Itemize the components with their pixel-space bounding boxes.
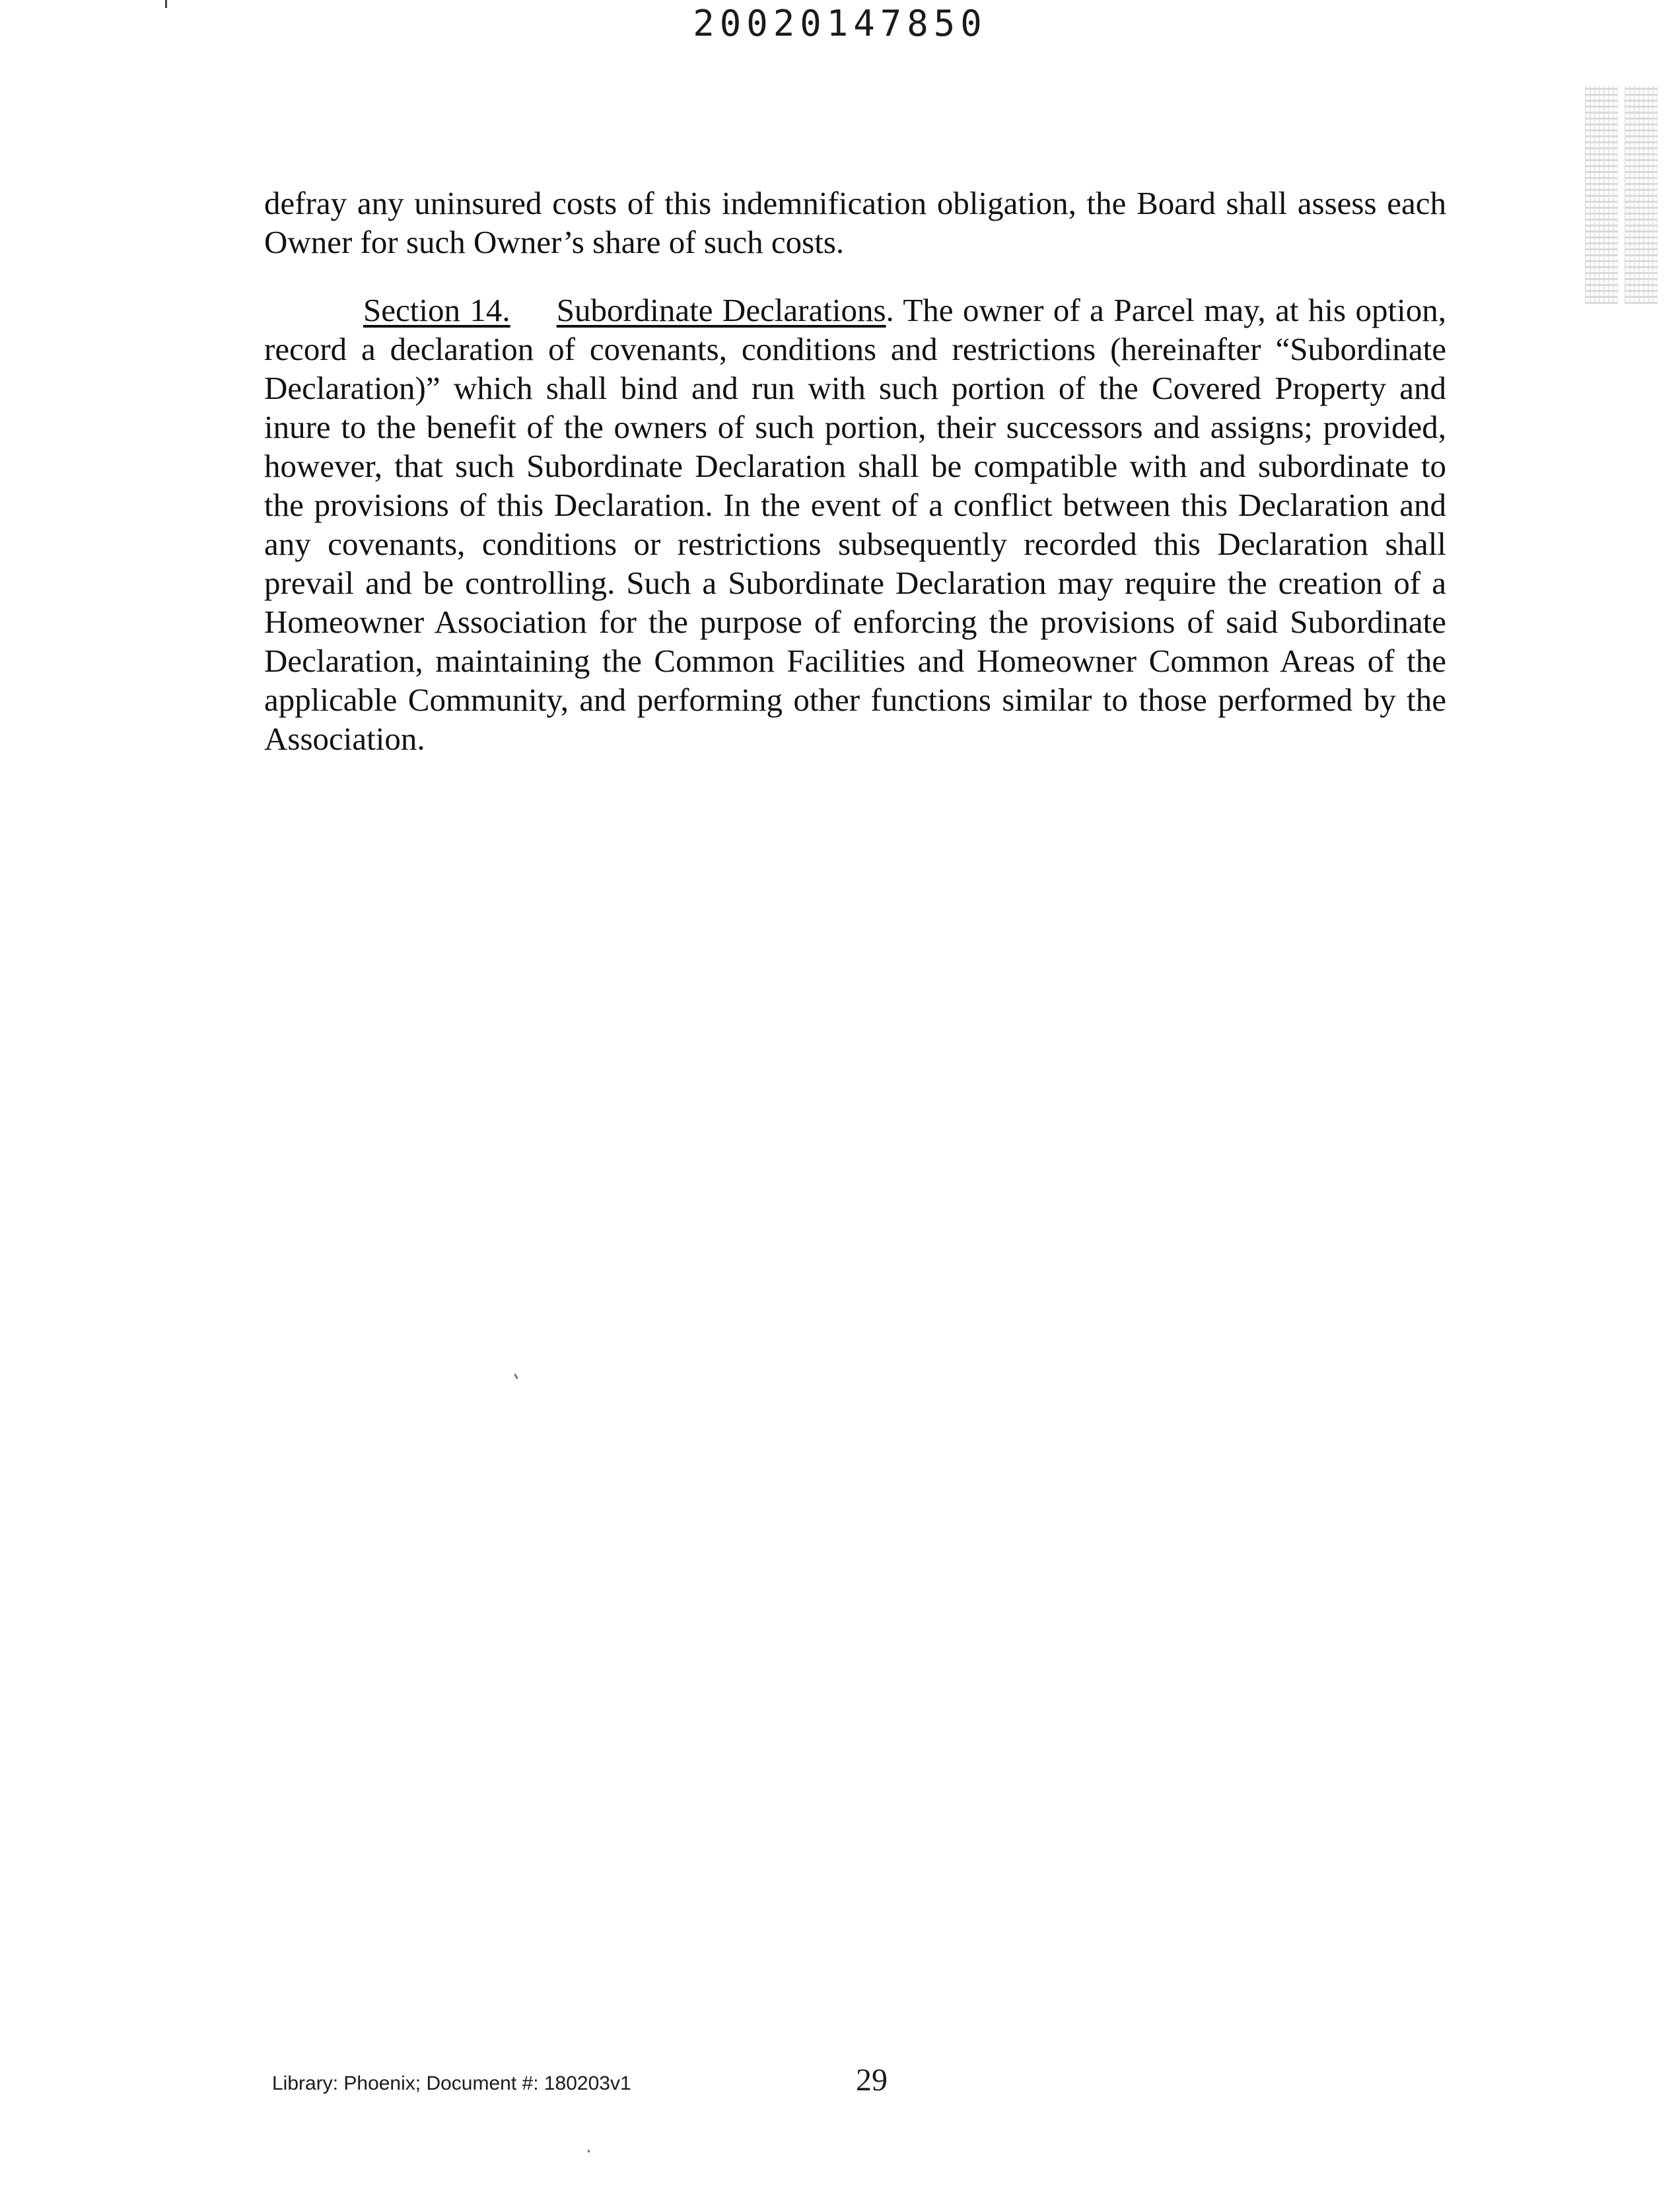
page-number: 29	[856, 2063, 888, 2098]
paragraph-section-14	[264, 291, 1446, 758]
section-body: . The owner of a Parcel may, at his option, record a declaration of covenants, conditions and restrictions (hereinafter “Subordinate Declaration)” which shall bind and run with such portion of the Covered Property and inure to the benefit of the owners of such portion, their successors and assigns; provided, however, that such Subordinate Declaration shall be compatible with and subordinate to the provisions of this Declaration. In the event of a conflict between this Declaration and any covenants, conditions or restrictions subsequently recorded this Declaration shall prevail and be controlling. Such a Subordinate Declaration may require the creation of a Homeowner Association for the purpose of enforcing the provisions of said Subordinate Declaration, maintaining the Common Facilities and Homeowner Common Areas of the applicable Community, and performing other functions similar to those performed by the Association.	[264, 292, 1447, 757]
section-title: Subordinate Declarations	[556, 292, 886, 328]
recording-stamp	[1585, 86, 1658, 304]
paragraph-continuation: defray any uninsured costs of this indemnification obligation, the Board shall assess each Owner for such Owner’s share of such costs.	[264, 185, 1446, 260]
footer-library-reference: Library: Phoenix; Document #: 180203v1	[272, 2073, 631, 2094]
scan-speck	[514, 1374, 518, 1379]
scan-speck	[587, 2150, 590, 2153]
document-number: 20020147850	[693, 3, 987, 44]
section-number: Section 14.	[363, 292, 510, 328]
stamp-column	[1625, 86, 1658, 304]
stamp-column	[1585, 86, 1618, 304]
